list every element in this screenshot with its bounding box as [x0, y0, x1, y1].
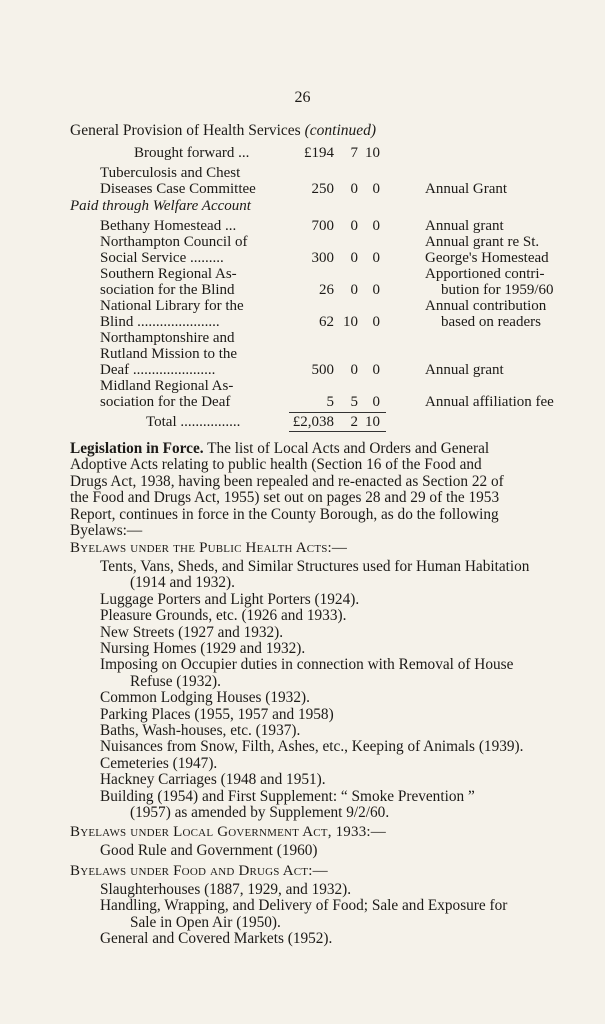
- byelaws-group-heading: Byelaws under the Public Health Acts:—: [70, 540, 348, 556]
- byelaw-item-line: (1914 and 1932).: [130, 574, 235, 592]
- byelaw-item: [100, 592, 565, 608]
- table-row-description: Blind ......................: [100, 314, 220, 330]
- byelaw-item: [100, 690, 565, 706]
- table-row-description: Midland Regional As-: [100, 378, 234, 394]
- section-heading-continued: (continued): [304, 122, 377, 139]
- table-row-note: Annual contribution: [425, 298, 547, 314]
- byelaw-item-line: Refuse (1932).: [130, 672, 221, 690]
- amount-pounds: 5: [326, 394, 334, 410]
- byelaws-group-heading: Byelaws under Local Government Act, 1933:—: [70, 824, 386, 841]
- byelaws-group-heading: Byelaws under Food and Drugs Act:—: [70, 862, 328, 879]
- byelaw-item: [100, 739, 565, 755]
- page-number: 26: [294, 89, 311, 106]
- table-row-description: National Library for the: [100, 298, 244, 314]
- byelaw-item-line: Luggage Porters and Light Porters (1924).: [100, 590, 360, 608]
- amount-shillings: 7: [350, 145, 358, 161]
- paid-through-welfare-heading: Paid through Welfare Account: [70, 198, 251, 214]
- byelaw-item-line: Slaughterhouses (1887, 1929, and 1932).: [100, 880, 352, 898]
- amount-pounds: £194: [304, 145, 334, 161]
- amount-shillings: 0: [350, 282, 358, 298]
- table-row-description: Northampton Council of: [100, 234, 248, 250]
- table-row-description: Northamptonshire and: [100, 330, 235, 346]
- section-heading: [70, 122, 376, 140]
- table-row-note: Annual grant: [425, 362, 504, 378]
- byelaw-item-line: Good Rule and Government (1960): [100, 842, 318, 860]
- table-row-note: Annual grant re St.: [425, 234, 540, 250]
- byelaw-item-line: Pleasure Grounds, etc. (1926 and 1933).: [100, 607, 347, 625]
- table-row-note: Annual grant: [425, 218, 504, 234]
- amount-pence: 0: [372, 282, 380, 298]
- amount-shillings: 0: [350, 218, 358, 234]
- byelaw-item-line: Baths, Wash-houses, etc. (1937).: [100, 722, 301, 739]
- legislation-line: Drugs Act, 1938, having been repealed and re-enacted as Section 22 of: [70, 472, 504, 490]
- table-row-description: Rutland Mission to the: [100, 346, 238, 362]
- byelaw-item-line: Common Lodging Houses (1932).: [100, 689, 310, 707]
- amount-pence: 0: [372, 181, 380, 197]
- table-row-description: sociation for the Blind: [100, 282, 235, 298]
- table-row-description: Southern Regional As-: [100, 266, 237, 282]
- byelaw-item-line: General and Covered Markets (1952).: [100, 930, 333, 947]
- amount-shillings: 5: [350, 394, 358, 410]
- byelaw-item: [100, 608, 565, 624]
- amount-pounds: 26: [319, 282, 334, 298]
- legislation-line: Report, continues in force in the County Borough, as do the following: [70, 505, 499, 523]
- legislation-line: Byelaws:—: [70, 522, 143, 540]
- byelaw-item: [100, 772, 565, 788]
- byelaw-item: [100, 641, 565, 657]
- table-row-note: Apportioned contri-: [425, 266, 545, 282]
- amount-pounds: 500: [311, 362, 334, 378]
- table-row-note: based on readers: [441, 314, 541, 330]
- byelaw-item-line: Sale in Open Air (1950).: [130, 913, 281, 931]
- table-row-description: Tuberculosis and Chest: [100, 165, 241, 181]
- brought-forward-label: Brought forward ...: [134, 145, 250, 161]
- amount-pence: 0: [372, 314, 380, 330]
- total-label: Total ................: [146, 414, 241, 430]
- table-row-note: Annual affiliation fee: [425, 394, 554, 410]
- table-row-note: Annual Grant: [425, 181, 508, 197]
- amount-shillings: 0: [350, 181, 358, 197]
- legislation-line: Adoptive Acts relating to public health (Section 16 of the Food and: [70, 456, 482, 474]
- section-heading-text: General Provision of Health Services: [70, 122, 301, 139]
- byelaw-item-line: Tents, Vans, Sheds, and Similar Structures used for Human Habitation: [100, 558, 530, 575]
- byelaw-item-line: Handling, Wrapping, and Delivery of Food; Sale and Exposure for: [100, 897, 508, 915]
- legislation-line: The list of Local Acts and Orders and General: [203, 440, 490, 457]
- byelaw-item-line: Nursing Homes (1929 and 1932).: [100, 640, 306, 657]
- table-row-description: Diseases Case Committee: [100, 181, 256, 197]
- amount-shillings: 0: [350, 362, 358, 378]
- byelaw-item: [100, 625, 565, 641]
- byelaw-item: [100, 898, 565, 931]
- byelaw-item: [100, 723, 565, 739]
- amount-shillings: 0: [350, 250, 358, 266]
- table-row-description: Deaf ......................: [100, 362, 216, 378]
- byelaw-item: [100, 843, 565, 859]
- byelaw-item-line: (1957) as amended by Supplement 9/2/60.: [130, 804, 390, 821]
- byelaw-item: [100, 559, 565, 592]
- amount-shillings: 10: [343, 314, 358, 330]
- byelaw-item: [100, 756, 565, 772]
- amount-pence: 0: [372, 218, 380, 234]
- legislation-bold-lead: Legislation in Force.: [70, 440, 204, 457]
- byelaw-item-line: Parking Places (1955, 1957 and 1958): [100, 705, 334, 723]
- table-row-note: George's Homestead: [425, 250, 549, 266]
- total-rule-top: [289, 412, 386, 413]
- total-pence: 10: [365, 414, 380, 430]
- byelaw-item: [100, 657, 565, 690]
- table-row-note: bution for 1959/60: [441, 282, 554, 298]
- amount-pence: 0: [372, 362, 380, 378]
- byelaw-item-line: Imposing on Occupier duties in connection with Removal of House: [100, 656, 514, 674]
- byelaw-item: [100, 707, 565, 723]
- amount-pence: 0: [372, 250, 380, 266]
- amount-pounds: 62: [319, 314, 334, 330]
- byelaw-item-line: Cemeteries (1947).: [100, 754, 218, 772]
- amount-pounds: 300: [311, 250, 334, 266]
- total-pounds: £2,038: [292, 414, 334, 430]
- byelaw-item-line: New Streets (1927 and 1932).: [100, 623, 284, 641]
- byelaw-item: [100, 931, 565, 947]
- amount-pounds: 700: [311, 218, 334, 234]
- byelaw-item-line: Nuisances from Snow, Filth, Ashes, etc., Keeping of Animals (1939).: [100, 738, 524, 756]
- byelaw-item-line: Hackney Carriages (1948 and 1951).: [100, 771, 326, 789]
- legislation-paragraph: [70, 441, 565, 539]
- table-row-description: Social Service .........: [100, 250, 224, 266]
- amount-pence: 10: [365, 145, 380, 161]
- byelaw-item: [100, 789, 565, 822]
- byelaw-item: [100, 882, 565, 898]
- total-shillings: 2: [350, 414, 358, 430]
- byelaw-item-line: Building (1954) and First Supplement: “ Smoke Prevention ”: [100, 787, 475, 805]
- total-rule-bottom: [289, 431, 386, 432]
- table-row-description: Bethany Homestead ...: [100, 218, 237, 234]
- amount-pence: 0: [372, 394, 380, 410]
- table-row-description: sociation for the Deaf: [100, 394, 231, 410]
- amount-pounds: 250: [311, 181, 334, 197]
- legislation-line: the Food and Drugs Act, 1955) set out on pages 28 and 29 of the 1953: [70, 489, 500, 507]
